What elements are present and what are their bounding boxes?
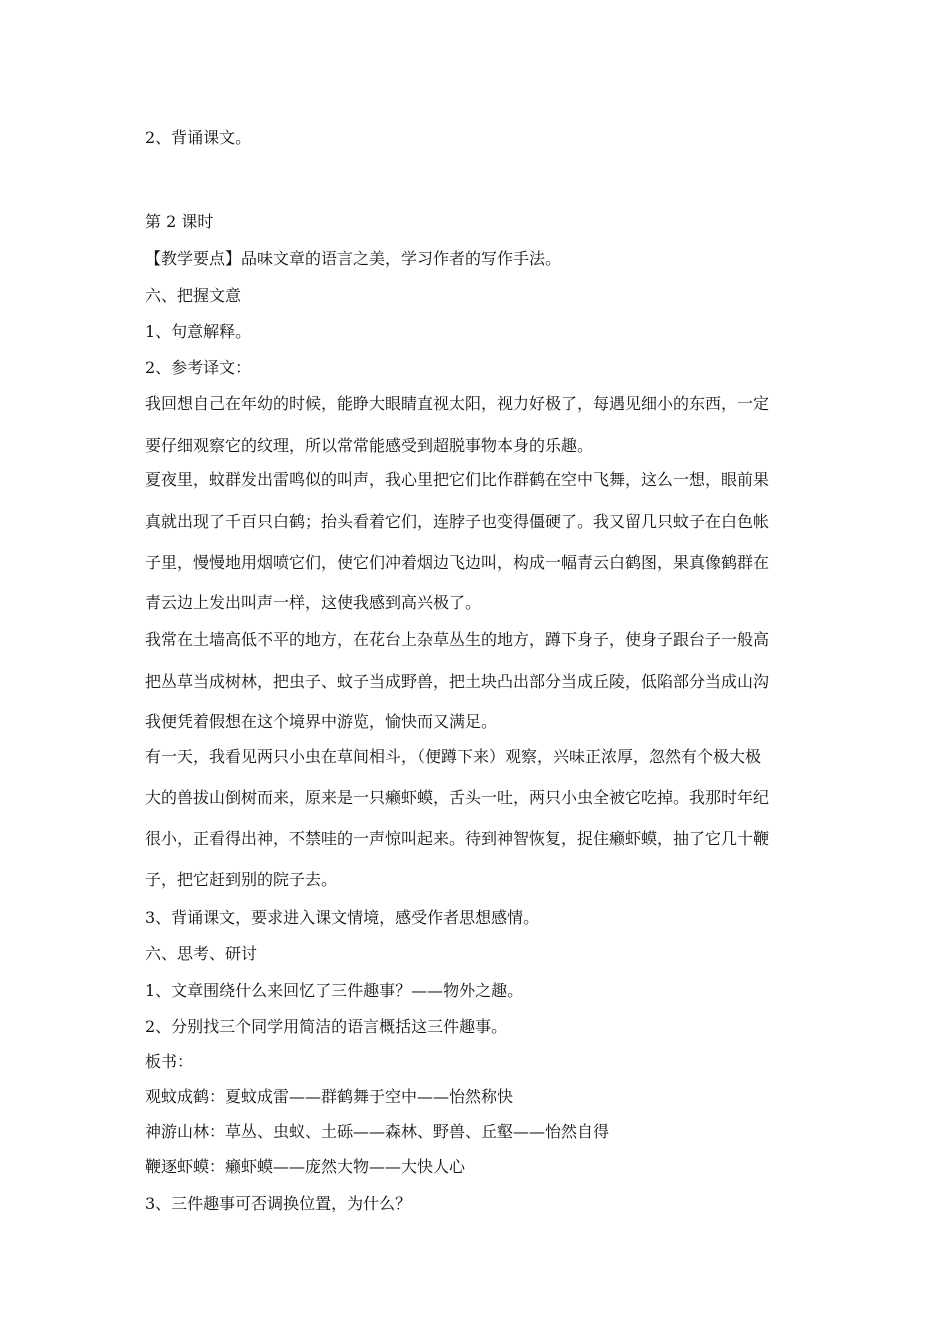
- text-line: 我便凭着假想在这个境界中游览，愉快而又满足。: [145, 712, 498, 731]
- section-heading: 第 2 课时: [145, 212, 214, 231]
- text-line: 我回想自己在年幼的时候，能睁大眼睛直视太阳，视力好极了，每遇见细小的东西，一定: [145, 394, 770, 413]
- text-line: 青云边上发出叫声一样，这使我感到高兴极了。: [145, 593, 482, 612]
- text-line: 有一天，我看见两只小虫在草间相斗，（便蹲下来）观察，兴味正浓厚，忽然有个极大极: [145, 747, 762, 766]
- text-line: 鞭逐虾蟆：癞虾蟆——庞然大物——大快人心: [145, 1157, 466, 1176]
- text-line: 我常在土墙高低不平的地方，在花台上杂草丛生的地方，蹲下身子，使身子跟台子一般高: [145, 630, 770, 649]
- text-line: 把丛草当成树林，把虫子、蚊子当成野兽，把土块凸出部分当成丘陵，低陷部分当成山沟: [145, 672, 770, 691]
- text-line: 3、三件趣事可否调换位置，为什么？: [145, 1194, 412, 1213]
- text-line: 要仔细观察它的纹理，所以常常能感受到超脱事物本身的乐趣。: [145, 436, 594, 455]
- text-line: 子里，慢慢地用烟喷它们，使它们冲着烟边飞边叫，构成一幅青云白鹤图，果真像鹤群在: [145, 553, 770, 572]
- text-line: 观蚊成鹤：夏蚊成雷——群鹤舞于空中——怡然称快: [145, 1087, 514, 1106]
- text-line: 子，把它赶到别的院子去。: [145, 870, 338, 889]
- text-line: 板书：: [145, 1052, 194, 1071]
- text-line: 3、背诵课文，要求进入课文情境，感受作者思想感情。: [145, 908, 540, 927]
- text-line: 夏夜里，蚊群发出雷鸣似的叫声，我心里把它们比作群鹤在空中飞舞，这么一想，眼前果: [145, 470, 770, 489]
- text-line: 2、参考译文：: [145, 358, 252, 377]
- text-line: 【教学要点】品味文章的语言之美，学习作者的写作手法。: [145, 249, 562, 268]
- text-line: 六、思考、研讨: [145, 944, 258, 963]
- text-line: 2、背诵课文。: [145, 128, 252, 147]
- text-line: 六、把握文意: [145, 286, 242, 305]
- text-line: 1、句意解释。: [145, 322, 252, 341]
- text-line: 神游山林：草丛、虫蚁、土砾——森林、野兽、丘壑——怡然自得: [145, 1122, 610, 1141]
- text-line: 真就出现了千百只白鹤；抬头看着它们，连脖子也变得僵硬了。我又留几只蚊子在白色帐: [145, 512, 770, 531]
- text-line: 很小，正看得出神，不禁哇的一声惊叫起来。待到神智恢复，捉住癞虾蟆，抽了它几十鞭: [145, 829, 770, 848]
- text-line: 大的兽拔山倒树而来，原来是一只癞虾蟆，舌头一吐，两只小虫全被它吃掉。我那时年纪: [145, 788, 770, 807]
- text-line: 2、分别找三个同学用简洁的语言概括这三件趣事。: [145, 1017, 508, 1036]
- text-line: 1、文章围绕什么来回忆了三件趣事？——物外之趣。: [145, 981, 524, 1000]
